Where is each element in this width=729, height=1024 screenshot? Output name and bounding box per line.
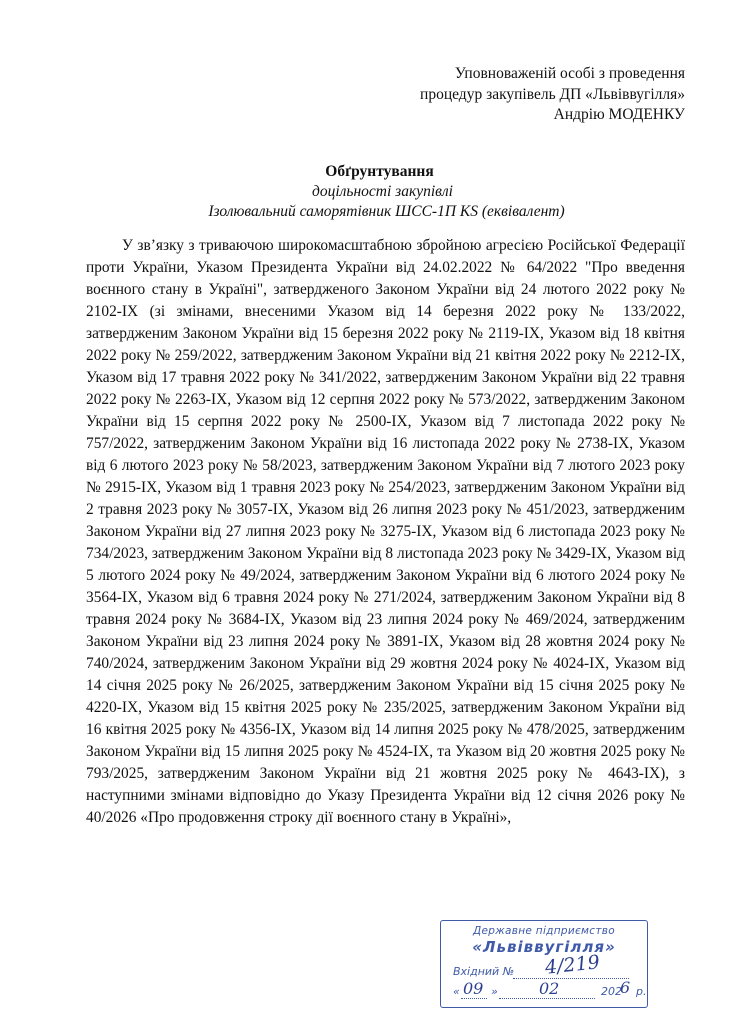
stamp-day: 09 xyxy=(463,979,484,998)
stamp-incoming-underline xyxy=(513,978,629,979)
title-block xyxy=(0,162,729,222)
stamp-year-digit: 6 xyxy=(620,978,631,997)
stamp-quote-open: « xyxy=(453,985,460,998)
stamp-org-type: Державне підприємство xyxy=(473,925,615,937)
document-title: Обґрунтування xyxy=(325,163,434,180)
stamp-quote-close: » xyxy=(491,985,498,998)
addressee-name: Андрію МОДЕНКУ xyxy=(553,106,685,123)
stamp-year-prefix: 202 xyxy=(601,985,622,998)
addressee-block xyxy=(265,64,685,126)
addressee-line-2: процедур закупівель ДП «Львіввугілля» xyxy=(420,85,685,103)
stamp-incoming-number: 4/219 xyxy=(544,951,601,979)
stamp-month-underline xyxy=(499,998,595,999)
addressee-line-1: Уповноваженій особі з проведення xyxy=(454,65,685,82)
registration-stamp xyxy=(440,920,648,1008)
stamp-incoming-label: Вхідний № xyxy=(453,965,515,978)
stamp-month: 02 xyxy=(539,979,560,998)
procurement-item: Ізолювальний саморятівник ШСС-1П KS (еквівалент) xyxy=(208,203,565,220)
stamp-day-underline xyxy=(461,998,487,999)
stamp-year-suffix: р. xyxy=(636,985,647,998)
document-subtitle: доцільності закупівлі xyxy=(312,183,453,200)
stamp-org-name: «Львіввугілля» xyxy=(472,938,616,956)
body-paragraph: У зв’язку з триваючою широкомасштабною збройною агресією Російської Федерації проти України, Указом Президента України від 24.02.2022 № 64/2022 "Про введення воєнного стану в Україні", затвердженого Законом України від 24 лютого 2022 року № 2102-IX (зі змінами, внесеними Указом від 14 березня 2022 року № 133/2022, затвердженим Законом України від 15 березня 2022 року № 2119-IX, Указом від 18 квітня 2022 року № 259/2022, затвердженим Законом України від 21 квітня 2022 року № 2212-IX, Указом від 17 травня 2022 року № 341/2022, затвердженим Законом України від 22 травня 2022 року № 2263-IX, Указом від 12 серпня 2022 року № 573/2022, затвердженим Законом України від 15 серпня 2022 року № 2500-IX, Указом від 7 листопада 2022 року № 757/2022, затвердженим Законом України від 16 листопада 2022 року № 2738-IX, Указом від 6 лютого 2023 року № 58/2023, затвердженим Законом України від 7 лютого 2023 року № 2915-IX, Указом від 1 травня 2023 року № 254/2023, затвердженим Законом України від 2 травня 2023 року № 3057-IX, Указом від 26 липня 2023 року № 451/2023, затвердженим Законом України від 27 липня 2023 року № 3275-IX, Указом від 6 листопада 2023 року № 734/2023, затвердженим Законом України від 8 листопада 2023 року № 3429-IX, Указом від 5 лютого 2024 року № 49/2024, затвердженим Законом України від 6 лютого 2024 року № 3564-IX, Указом від 6 травня 2024 року № 271/2024, затвердженим Законом України від 8 травня 2024 року № 3684-IX, Указом від 23 липня 2024 року № 469/2024, затвердженим Законом України від 23 липня 2024 року № 3891-IX, Указом від 28 жовтня 2024 року № 740/2024, затвердженим Законом України від 29 жовтня 2024 року № 4024-IX, Указом від 14 січня 2025 року № 26/2025, затвердженим Законом України від 15 січня 2025 року № 4220-IX, Указом від 15 квітня 2025 року № 235/2025, затвердженим Законом України від 16 квітня 2025 року № 4356-IX, Указом від 14 липня 2025 року № 478/2025, затвердженим Законом України від 15 липня 2025 року № 4524-IX, та Указом від 20 жовтня 2025 року № 793/2025, затвердженим Законом України від 21 жовтня 2025 року № 4643-IX), з наступними змінами відповідно до Указу Президента України від 12 січня 2026 року № 40/2026 «Про продовження строку дії воєнного стану в Україні», xyxy=(86,237,685,826)
